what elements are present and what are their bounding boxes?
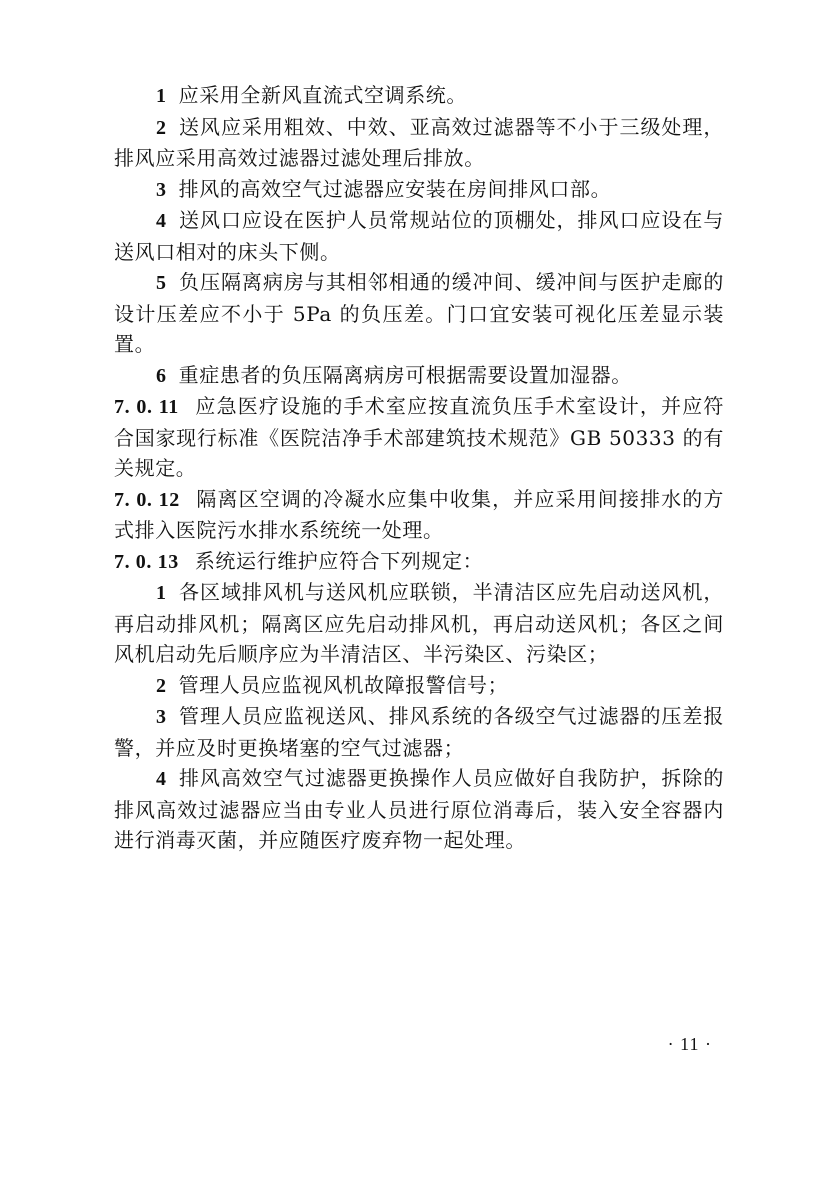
clause-7-0-13: 7. 0. 13 系统运行维护应符合下列规定： — [114, 548, 484, 573]
list-item: 1 应采用全新风直流式空调系统。 — [156, 83, 468, 107]
page-number: · 11 · — [667, 1034, 712, 1054]
body-text — [114, 80, 724, 856]
list-item: 2 送风应采用粗效、中效、亚高效过滤器等不小于三级处理，排风应采用高效过滤器过滤处理后排放。 — [114, 114, 724, 170]
list-item: 4 送风口应设在医护人员常规站位的顶棚处，排风口应设在与送风口相对的床头下侧。 — [114, 208, 724, 264]
list-item: 6 重症患者的负压隔离病房可根据需要设置加湿器。 — [156, 362, 632, 387]
list-item: 5 负压隔离病房与其相邻相通的缓冲间、缓冲间与医护走廊的设计压差应不小于 5Pa 的负压差。门口宜安装可视化压差显示装置。 — [114, 270, 724, 356]
sub-list-item: 1 各区域排风机与送风机应联锁，半清洁区应先启动送风机，再启动排风机；隔离区应先启动排风机，再启动送风机；各区之间风机启动先后顺序应为半清洁区、半污染区、污染区； — [114, 580, 724, 666]
sub-list-item: 4 排风高效空气过滤器更换操作人员应做好自我防护，拆除的排风高效过滤器应当由专业人员进行原位消毒后，装入安全容器内进行消毒灭菌，并应随医疗废弃物一起处理。 — [114, 766, 724, 852]
clause-7-0-11: 7. 0. 11 应急医疗设施的手术室应按直流负压手术室设计，并应符合国家现行标准《医院洁净手术部建筑技术规范》GB 50333 的有关规定。 — [114, 394, 725, 480]
sub-list-item: 2 管理人员应监视风机故障报警信号； — [156, 672, 509, 697]
sub-list-item: 3 管理人员应监视送风、排风系统的各级空气过滤器的压差报警，并应及时更换堵塞的空气过滤器； — [114, 704, 724, 760]
clause-7-0-12: 7. 0. 12 隔离区空调的冷凝水应集中收集，并应采用间接排水的方式排入医院污水排水系统统一处理。 — [114, 486, 724, 542]
list-item: 3 排风的高效空气过滤器应安装在房间排风口部。 — [156, 176, 612, 201]
